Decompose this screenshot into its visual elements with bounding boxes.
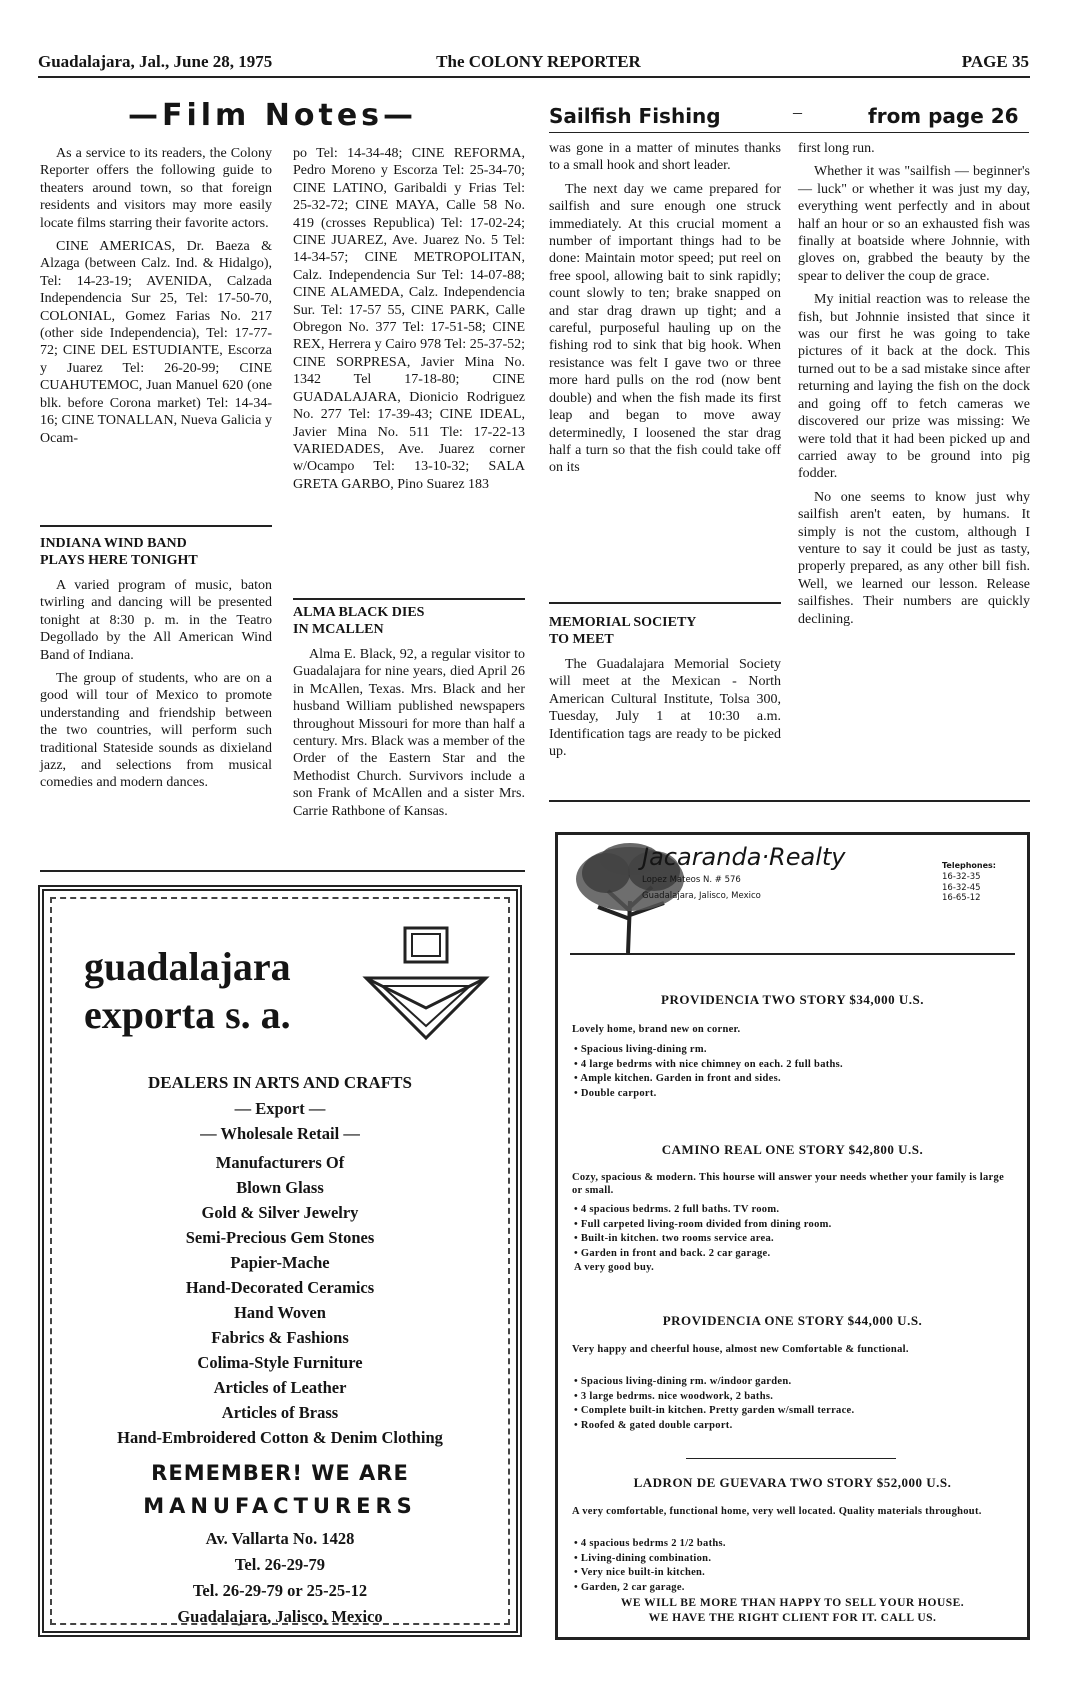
listing-title: CAMINO REAL ONE STORY $42,800 U.S. bbox=[661, 1142, 924, 1157]
realty-brand-name: Jacaranda·Realty bbox=[642, 843, 846, 871]
listing-intro: Cozy, spacious & modern. This hourse will answer your needs whether your family is large or small. bbox=[572, 1172, 1005, 1196]
listing-bullet: • Garden in front and back. 2 car garage. bbox=[574, 1247, 771, 1259]
exporta-name-line-2: exporta s. a. bbox=[84, 992, 291, 1037]
listing-title: PROVIDENCIA ONE STORY $44,000 U.S. bbox=[662, 1313, 923, 1328]
exporta-product-line: Gold & Silver Jewelry bbox=[201, 1203, 359, 1222]
listing-bullet: • Built-in kitchen. two rooms service area. bbox=[574, 1233, 774, 1244]
exporta-logo-icon bbox=[362, 926, 490, 1046]
exporta-product-line: Hand Woven bbox=[234, 1303, 326, 1322]
indiana-paragraph-2: The group of students, who are on a good will tour of Mexico to promote understanding and friendship between the two countries, will perform such traditional Stateside sounds as dixieland jazz, and selections from musical comedies and modern dances. bbox=[40, 671, 272, 791]
alma-paragraph: Alma E. Black, 92, a regular visitor to Guadalajara for nine years, died April 26 in McAllen, Texas. Mrs. Black and her husband William published newspapers throughout Missouri for more than half a century. Mrs. Black was a member of the Order of the Eastern Star and the Methodist Church. Survivors include a son Frank of McAllen and a sister Mrs. Carrie Rathbone of Kansas. bbox=[293, 647, 525, 819]
film-intro-paragraph: As a service to its readers, the Colony Reporter offers the following guide to theaters around town, so that foreign residents and visitors may more easily locate films starring their favorite actors. bbox=[40, 146, 272, 231]
listing-bullets bbox=[574, 1537, 1015, 1595]
listing-outro: A very good buy. bbox=[574, 1262, 655, 1273]
realty-telephones-label: Telephones: bbox=[942, 861, 996, 870]
realty-header-rule bbox=[570, 953, 1015, 955]
sailfish-title-rule bbox=[549, 132, 1029, 133]
sailfish-title-dash: – bbox=[793, 102, 802, 122]
listing-bullet: • 4 spacious bedrms 2 1/2 baths. bbox=[574, 1538, 726, 1549]
sailfish-paragraph-6: No one seems to know just why sailfish aren't eaten, by humans. It simply is not the custom, although I venture to say it could be just as tasty, properly prepared, as any other bill fish. Well, we learned our lesson. Release sailfishes. Their numbers are quickly declining. bbox=[798, 489, 1030, 627]
memorial-paragraph: The Guadalajara Memorial Society will meet at the Mexican - North American Cultural Institute, Tolsa 300, Tuesday, July 1 at 10:30 a.m. Identification tags are ready to be picked up. bbox=[549, 657, 781, 760]
listing-bullet: • Very nice built-in kitchen. bbox=[574, 1567, 706, 1578]
film-theaters-paragraph: CINE AMERICAS, Dr. Baeza & Alzaga (between Calz. Ind. & Hidalgo), Tel: 14-23-19; AVENIDA, Calzada Independencia Sur 25, Tel: 17-50-70, COLONIAL, Gomez Farias No. 217 (other side Independencia), Tel: 17-77-72; CINE DEL ESTUDIANTE, Escorza y Juarez Tel: 26-20-99; CINE CUAHUTEMOC, Juan Manuel 620 (one blk. before Corona market) Tel: 14-34-16; CINE TONALLAN, Nueva Galicia y Ocam- bbox=[40, 239, 272, 446]
exporta-product-line: Papier-Mache bbox=[230, 1253, 330, 1272]
listing-title: LADRON DE GUEVARA TWO STORY $52,000 U.S. bbox=[633, 1475, 952, 1490]
listing-bullet: • Double carport. bbox=[574, 1087, 657, 1099]
realty-closing-line-1: WE WILL BE MORE THAN HAPPY TO SELL YOUR HOUSE. bbox=[620, 1597, 965, 1609]
column-3-rule bbox=[549, 602, 781, 604]
realty-closing-line-2: WE HAVE THE RIGHT CLIENT FOR IT. CALL US. bbox=[648, 1612, 937, 1624]
listing-bullet: • Spacious living-dining rm. w/indoor garden. bbox=[574, 1376, 792, 1387]
exporta-product-line: Fabrics & Fashions bbox=[211, 1328, 349, 1347]
listing-intro: Very happy and cheerful house, almost new Comfortable & functional. bbox=[572, 1344, 909, 1355]
column-2-rule bbox=[293, 598, 525, 600]
header-rule bbox=[38, 76, 1030, 78]
listing-bullet: • 3 large bedrms. nice woodwork, 2 baths. bbox=[574, 1390, 774, 1402]
indiana-paragraph-1: A varied program of music, baton twirling and dancing will be presented tonight at 8:30 p. m. in the Teatro Degollado by the All American Wind Band of Indiana. bbox=[40, 578, 272, 663]
jacaranda-realty-advertisement bbox=[555, 832, 1030, 1640]
memorial-article bbox=[549, 614, 781, 766]
exporta-manufacturers-line: MANUFACTURERS bbox=[143, 1494, 417, 1518]
exporta-address: Av. Vallarta No. 1428 bbox=[205, 1529, 355, 1548]
realty-address-line-1: Lopez Mateos N. # 576 bbox=[642, 875, 741, 885]
film-notes-column-1 bbox=[40, 145, 272, 453]
listing-bullet: • Full carpeted living-room divided from dining room. bbox=[574, 1218, 832, 1230]
indiana-headline: INDIANA WIND BAND PLAYS HERE TONIGHT bbox=[40, 536, 198, 568]
listing-bullet: • Roofed & gated double carport. bbox=[574, 1419, 733, 1431]
exporta-telephone-2: Tel. 26-29-79 or 25-25-12 bbox=[192, 1581, 368, 1600]
sailfish-paragraph-4: Whether it was "sailfish — beginner's — luck" or whether it was just my day, everything went perfectly and in about half an hour or so an exhausted fish was finally at boatside where Johnnie, with gloves on, grabbed the beauty by the spear to deliver the coup de grace. bbox=[798, 164, 1030, 284]
film-notes-title: —Film Notes— bbox=[128, 98, 418, 133]
realty-address-line-2: Guadalajara, Jalisco, Mexico bbox=[642, 891, 761, 901]
sailfish-paragraph-5: My initial reaction was to release the fish, but Johnnie insisted that since it was our first he was going to take pictures of it back at the dock. This turned out to be a sad mistake since after returning and laying the fish on the dock and going off to fetch cameras we discovered our prize was missing: We were told that it had been picked up and carried away to be ground into pig fodder. bbox=[798, 292, 1030, 482]
alma-headline: ALMA BLACK DIES IN MCALLEN bbox=[293, 605, 425, 637]
exporta-product-line: Manufacturers Of bbox=[215, 1153, 345, 1172]
listing-bullet: • Ample kitchen. Garden in front and sides. bbox=[574, 1073, 781, 1084]
memorial-headline: MEMORIAL SOCIETY TO MEET bbox=[549, 615, 697, 647]
listing-bullet: • 4 large bedrms with nice chimney on each. 2 full baths. bbox=[574, 1058, 843, 1070]
listing-bullet: • Living-dining combination. bbox=[574, 1552, 712, 1564]
exporta-product-line: Semi-Precious Gem Stones bbox=[185, 1228, 375, 1247]
exporta-product-line: Blown Glass bbox=[236, 1178, 324, 1197]
listing-divider bbox=[686, 1458, 896, 1459]
exporta-product-line: Hand-Embroidered Cotton & Denim Clothing bbox=[117, 1428, 443, 1447]
listing-bullets bbox=[574, 1375, 1015, 1433]
realty-telephone-list: 16-32-35 16-32-45 16-65-12 bbox=[942, 872, 981, 903]
column-1-rule bbox=[40, 525, 272, 527]
indiana-article bbox=[40, 535, 272, 798]
listing-bullet: • Complete built-in kitchen. Pretty garden w/small terrace. bbox=[574, 1405, 855, 1416]
sailfish-paragraph-3: first long run. bbox=[798, 141, 875, 156]
listing-bullet: • Spacious living-dining rm. bbox=[574, 1044, 707, 1055]
exporta-product-line: Colima-Style Furniture bbox=[197, 1353, 363, 1372]
exporta-name-line-1: guadalajara bbox=[84, 944, 291, 989]
header-date: Guadalajara, Jal., June 28, 1975 bbox=[38, 52, 273, 71]
exporta-dealers-line: DEALERS IN ARTS AND CRAFTS bbox=[148, 1073, 412, 1092]
sailfish-section-bottom-rule bbox=[549, 800, 1030, 802]
listing-bullets bbox=[574, 1203, 1015, 1276]
alma-article bbox=[293, 604, 525, 826]
header-masthead: The COLONY REPORTER bbox=[436, 52, 641, 71]
film-notes-column-2 bbox=[293, 145, 525, 499]
exporta-product-line: Articles of Brass bbox=[221, 1403, 339, 1422]
sailfish-paragraph-1: was gone in a matter of minutes thanks to a small hook and short leader. bbox=[549, 141, 781, 174]
header-page-number: PAGE 35 bbox=[961, 52, 1029, 71]
sailfish-column-4 bbox=[798, 140, 1030, 634]
film-section-bottom-rule bbox=[40, 870, 525, 872]
exporta-city: Guadalajara, Jalisco, Mexico bbox=[177, 1607, 383, 1626]
exporta-telephone-1: Tel. 26-29-79 bbox=[234, 1555, 326, 1574]
listing-title: PROVIDENCIA TWO STORY $34,000 U.S. bbox=[661, 992, 924, 1007]
exporta-remember-line: REMEMBER! WE ARE bbox=[151, 1461, 409, 1485]
listing-intro: A very comfortable, functional home, very well located. Quality materials throughout. bbox=[572, 1506, 982, 1517]
listing-bullet: • Garden, 2 car garage. bbox=[574, 1581, 685, 1593]
listing-intro: Lovely home, brand new on corner. bbox=[572, 1024, 741, 1035]
exporta-product-line: Articles of Leather bbox=[213, 1378, 347, 1397]
exporta-product-line: Hand-Decorated Ceramics bbox=[185, 1278, 375, 1297]
exporta-advertisement bbox=[38, 885, 522, 1637]
exporta-wholesale-line: — Wholesale Retail — bbox=[200, 1124, 360, 1143]
sailfish-paragraph-2: The next day we came prepared for sailfish and sure enough one struck immediately. At this crucial moment a number of important things had to be done: Maintain motor speed; put reel on free spool, allowing bait to sink rapidly; count slowly to ten; brake snapped on and star drag drawn up tight; and a careful, purposeful hauling up on the fishing rod to sink that big hook. When resistance was felt I gave two or three more hard pulls on the rod (now bent double) and when the fish made its first leap and began to move away determinedly, I loosened the star drag half a turn so that the fish could take off on its bbox=[549, 181, 781, 476]
sailfish-title: Sailfish Fishing bbox=[549, 104, 721, 128]
film-theaters-continued: po Tel: 14-34-48; CINE REFORMA, Pedro Moreno y Escorza Tel: 25-34-70; CINE LATINO, Garibaldi y Frias Tel: 25-32-72; CINE MAYA, Calle 58 No. 419 (crosses Republica) Tel: 17-02-24; CINE JUAREZ, Ave. Juarez No. 5 Tel: 14-34-57; CINE METROPOLITAN, Calz. Independencia Sur Tel: 14-07-88; CINE ALAMEDA, Calz. Independencia Sur. Tel: 17-57 55, CINE PARK, Calle Obregon No. 377 Tel: 17-51-58; CINE REX, Herrera y Cairo 978 Tel: 25-37-52; CINE SORPRESA, Javier Mina No. 1342 Tel 17-18-80; CINE GUADALAJARA, Dionicio Rodriguez No. 277 Tel: 17-39-43; CINE IDEAL, Javier Mina No. 511 Tle: 17-22-13 VARIEDADES, Ave. Juarez corner w/Ocampo Tel: 13-10-32; SALA GRETA GARBO, Pino Suarez 183 bbox=[293, 146, 525, 492]
listing-bullets bbox=[574, 1043, 1015, 1101]
listing-bullet: • 4 spacious bedrms. 2 full baths. TV room. bbox=[574, 1204, 780, 1215]
continued-from-label: from page 26 bbox=[868, 104, 1019, 128]
sailfish-column-3 bbox=[549, 140, 781, 483]
exporta-export-line: — Export — bbox=[234, 1099, 326, 1118]
